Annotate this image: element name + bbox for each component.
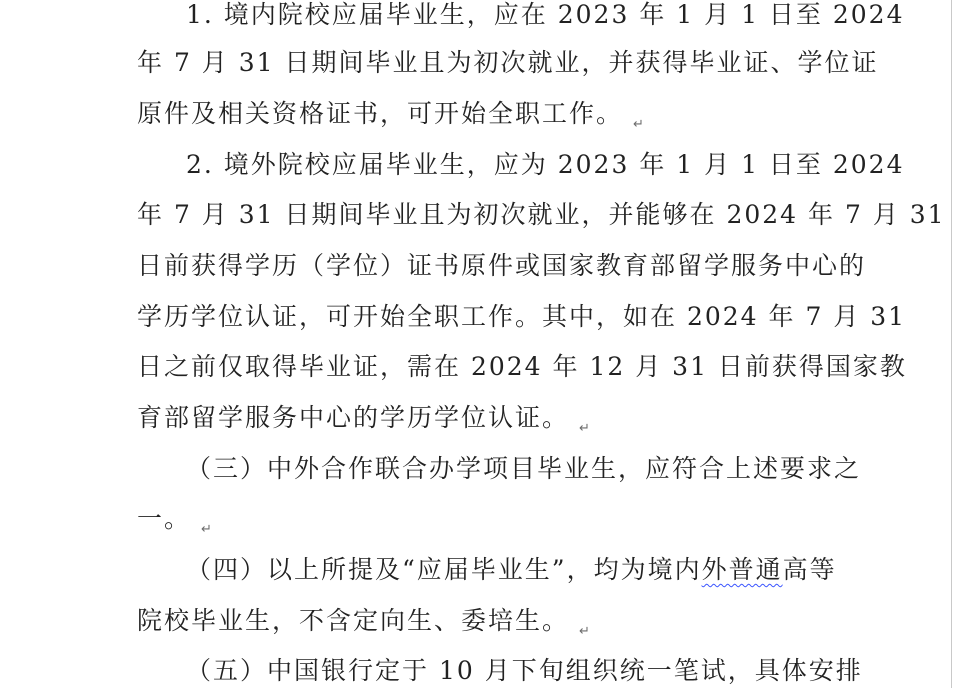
line-text: 日前获得学历（学位）证书原件或国家教育部留学服务中心的	[137, 251, 867, 280]
line-text: （三）中外合作联合办学项目毕业生，应符合上述要求之	[186, 454, 862, 483]
paragraph-mark-icon: ↵	[579, 624, 590, 639]
paragraph-line	[137, 504, 212, 545]
page-margin-line	[951, 0, 952, 688]
paragraph-line	[186, 150, 905, 180]
paragraph-line	[137, 403, 590, 444]
paragraph-line	[137, 48, 879, 78]
line-text: （五）中国银行定于 10 月下旬组织统一笔试，具体安排	[186, 656, 863, 685]
paragraph-line	[137, 352, 907, 382]
paragraph-mark-icon: ↵	[201, 522, 212, 537]
spellcheck-underline-text: 外普通	[701, 555, 783, 584]
paragraph-mark-icon: ↵	[579, 421, 590, 436]
paragraph-line	[137, 302, 906, 332]
paragraph-line	[137, 251, 866, 281]
line-text: 1. 境内院校应届毕业生，应在 2023 年 1 月 1 日至 2024	[186, 0, 905, 29]
line-text: 育部留学服务中心的学历学位认证。	[137, 403, 570, 432]
line-text: 2. 境外院校应届毕业生，应为 2023 年 1 月 1 日至 2024	[186, 150, 905, 179]
paragraph-line	[186, 454, 861, 484]
paragraph-line	[137, 200, 946, 230]
line-text: 原件及相关资格证书，可开始全职工作。	[137, 99, 624, 128]
line-text: 院校毕业生，不含定向生、委培生。	[137, 606, 570, 635]
line-text: 年 7 月 31 日期间毕业且为初次就业，并获得毕业证、学位证	[137, 48, 879, 77]
line-text: 学历学位认证，可开始全职工作。其中，如在 2024 年 7 月 31	[137, 302, 907, 331]
line-text: 一。	[137, 504, 192, 533]
line-text-before: （四）以上所提及“应届毕业生”，均为境内	[186, 555, 702, 584]
paragraph-mark-icon: ↵	[633, 117, 644, 132]
line-text-after: 高等	[782, 555, 837, 584]
paragraph-line	[186, 0, 905, 30]
paragraph-line	[137, 606, 590, 647]
line-text: 年 7 月 31 日期间毕业且为初次就业，并能够在 2024 年 7 月 31	[137, 200, 946, 229]
paragraph-line	[137, 99, 644, 140]
paragraph-line	[186, 555, 837, 585]
paragraph-line	[186, 656, 863, 686]
line-text: 日之前仅取得毕业证，需在 2024 年 12 月 31 日前获得国家教	[137, 352, 907, 381]
